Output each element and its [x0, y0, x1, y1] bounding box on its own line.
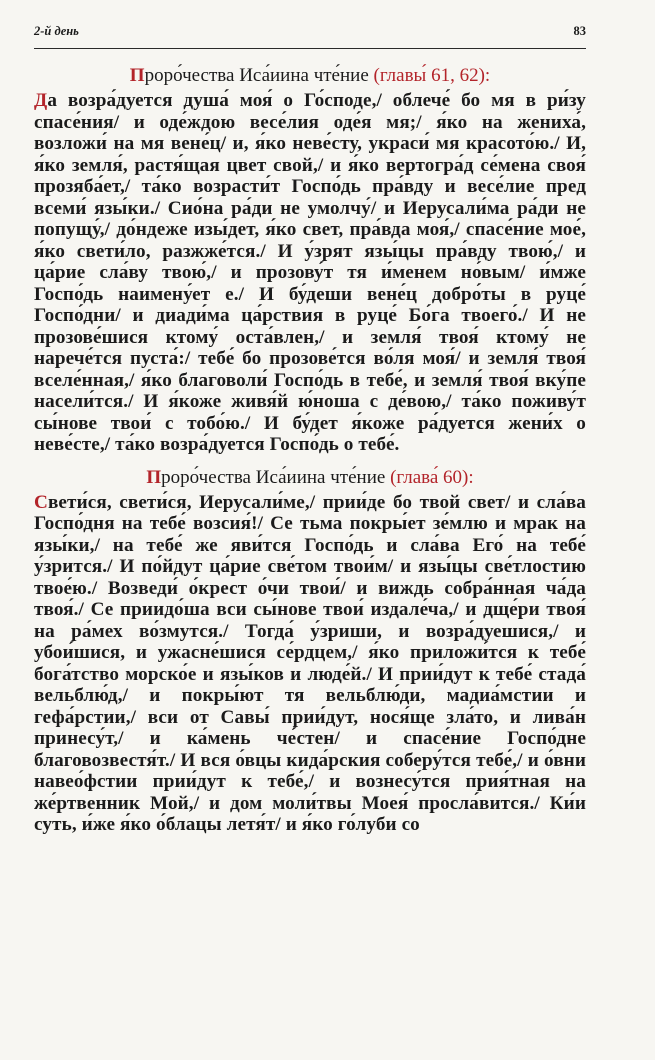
section-heading — [34, 466, 586, 490]
header-divider — [34, 48, 586, 49]
heading-chapter-reference: (главы́ 61, 62): — [373, 65, 491, 86]
heading-red-initial: П — [146, 466, 162, 488]
heading-title: роро́чества Иса́иина чте́ние — [144, 65, 369, 86]
section-spacer — [34, 456, 586, 466]
heading-red-initial: П — [129, 65, 145, 86]
running-title: 2-й день — [34, 24, 79, 38]
page-body — [34, 64, 586, 836]
page-header — [34, 24, 586, 42]
section-heading — [34, 64, 586, 88]
page-number: 83 — [573, 24, 586, 38]
heading-chapter-reference: (глава́ 60): — [390, 466, 474, 488]
reading-body: вети́ся, свети́ся, Иерусали́ме,/ прии́де бо твой свет/ и сла́ва Госпо́дня на тебе́ возсия́!/ Се тьма покры́ет зе́млю и мрак на язы́ки,/ на тебе́ же яви́тся Госпо́дь и сла́ва Его́ на тебе́ у́зрится./ И по́йдут ца́рие све́том твои́м/ и язы́цы све́тлостию твое́ю./ Возведи́ о́крест о́чи твои́/ и виждь собра́нная ча́да твоя́./ Се приидо́ша вси сы́нове твои́ издале́ча,/ и дще́ри твоя́ на ра́мех во́змутся./ Тогда́ у́зриши, и возра́дуешися,/ и убои́шися, и ужасне́шися се́рдцем,/ я́ко приложи́тся к тебе́ бога́тство морско́е и язы́ков и люде́й./ И прии́дут к тебе́ стада́ вельблю́д,/ и покры́ют тя вельблю́ди, мадиа́мстии и гефа́рстии,/ вси от Савы́ прии́дут, нося́ще зла́то, и лива́н принесу́т,/ и ка́мень че́стен/ и спасе́ние Госпо́дне благовозвестя́т./ И вся о́вцы кида́рския соберу́тся тебе́,/ и о́вни навео́фстии прии́дут к тебе́,/ и вознесу́тся прия́тная на же́ртвенник Мой,/ и дом моли́твы Моея́ просла́вится./ Ки́и суть, и́же я́ко о́блацы летя́т/ и я́ко го́луби со — [34, 491, 586, 835]
reading-section-1 — [34, 64, 586, 456]
red-initial-letter: Д — [34, 90, 48, 111]
reading-section-2 — [34, 466, 586, 836]
reading-body: а возра́дуется душа́ моя́ о Го́споде,/ облече́ бо мя в ри́зу спасе́ния/ и оде́ждою весе́лия оде́я мя;/ я́ко на жениха́, возложи́ на мя вене́ц/ и, я́ко неве́сту, украси́ мя красото́ю./ И, я́ко земля́, растя́щая цвет свой,/ и я́ко вертогра́д се́мена своя́ прозяба́ет,/ та́ко возрасти́т Госпо́дь пра́вду и весе́лие пред всеми́ язы́ки./ Сио́на ра́ди не умолчу́/ и Иерусали́ма ра́ди не попущу́,/ до́ндеже изы́дет, я́ко свет, пра́вда моя́,/ спасе́ние мое́, я́ко свети́ло, разжже́тся./ И у́зрят язы́цы пра́вду твою́,/ и ца́рие сла́ву твою́,/ и прозову́т тя и́менем но́вым/ и́мже Госпо́дь наимену́ет е./ И бу́деши вене́ц добро́ты в руце́ Госпо́дни/ и диади́ма ца́рствия в руце́ Бо́га твоего́./ И не прозове́шися ктому́ оста́влен,/ и земля́ твоя́ ктому́ не нарече́тся пуста́:/ тебе́ бо прозове́тся во́ля моя́/ и земля́ твоя́ вселе́нная,/ я́ко благоволи́ Госпо́дь в тебе́, и земля́ твоя́ вку́пе насели́тся./ И я́коже живя́й ю́ноша с де́вою,/ та́ко поживу́т сы́нове твои́ с тобо́ю./ И бу́дет я́коже ра́дуется жени́х о неве́сте,/ та́ко возра́дуется Госпо́дь о тебе́. — [34, 90, 586, 455]
red-initial-letter: С — [34, 491, 48, 513]
heading-title: роро́чества Иса́иина чте́ние — [161, 466, 386, 488]
reading-text — [34, 492, 586, 836]
reading-text — [34, 90, 586, 456]
